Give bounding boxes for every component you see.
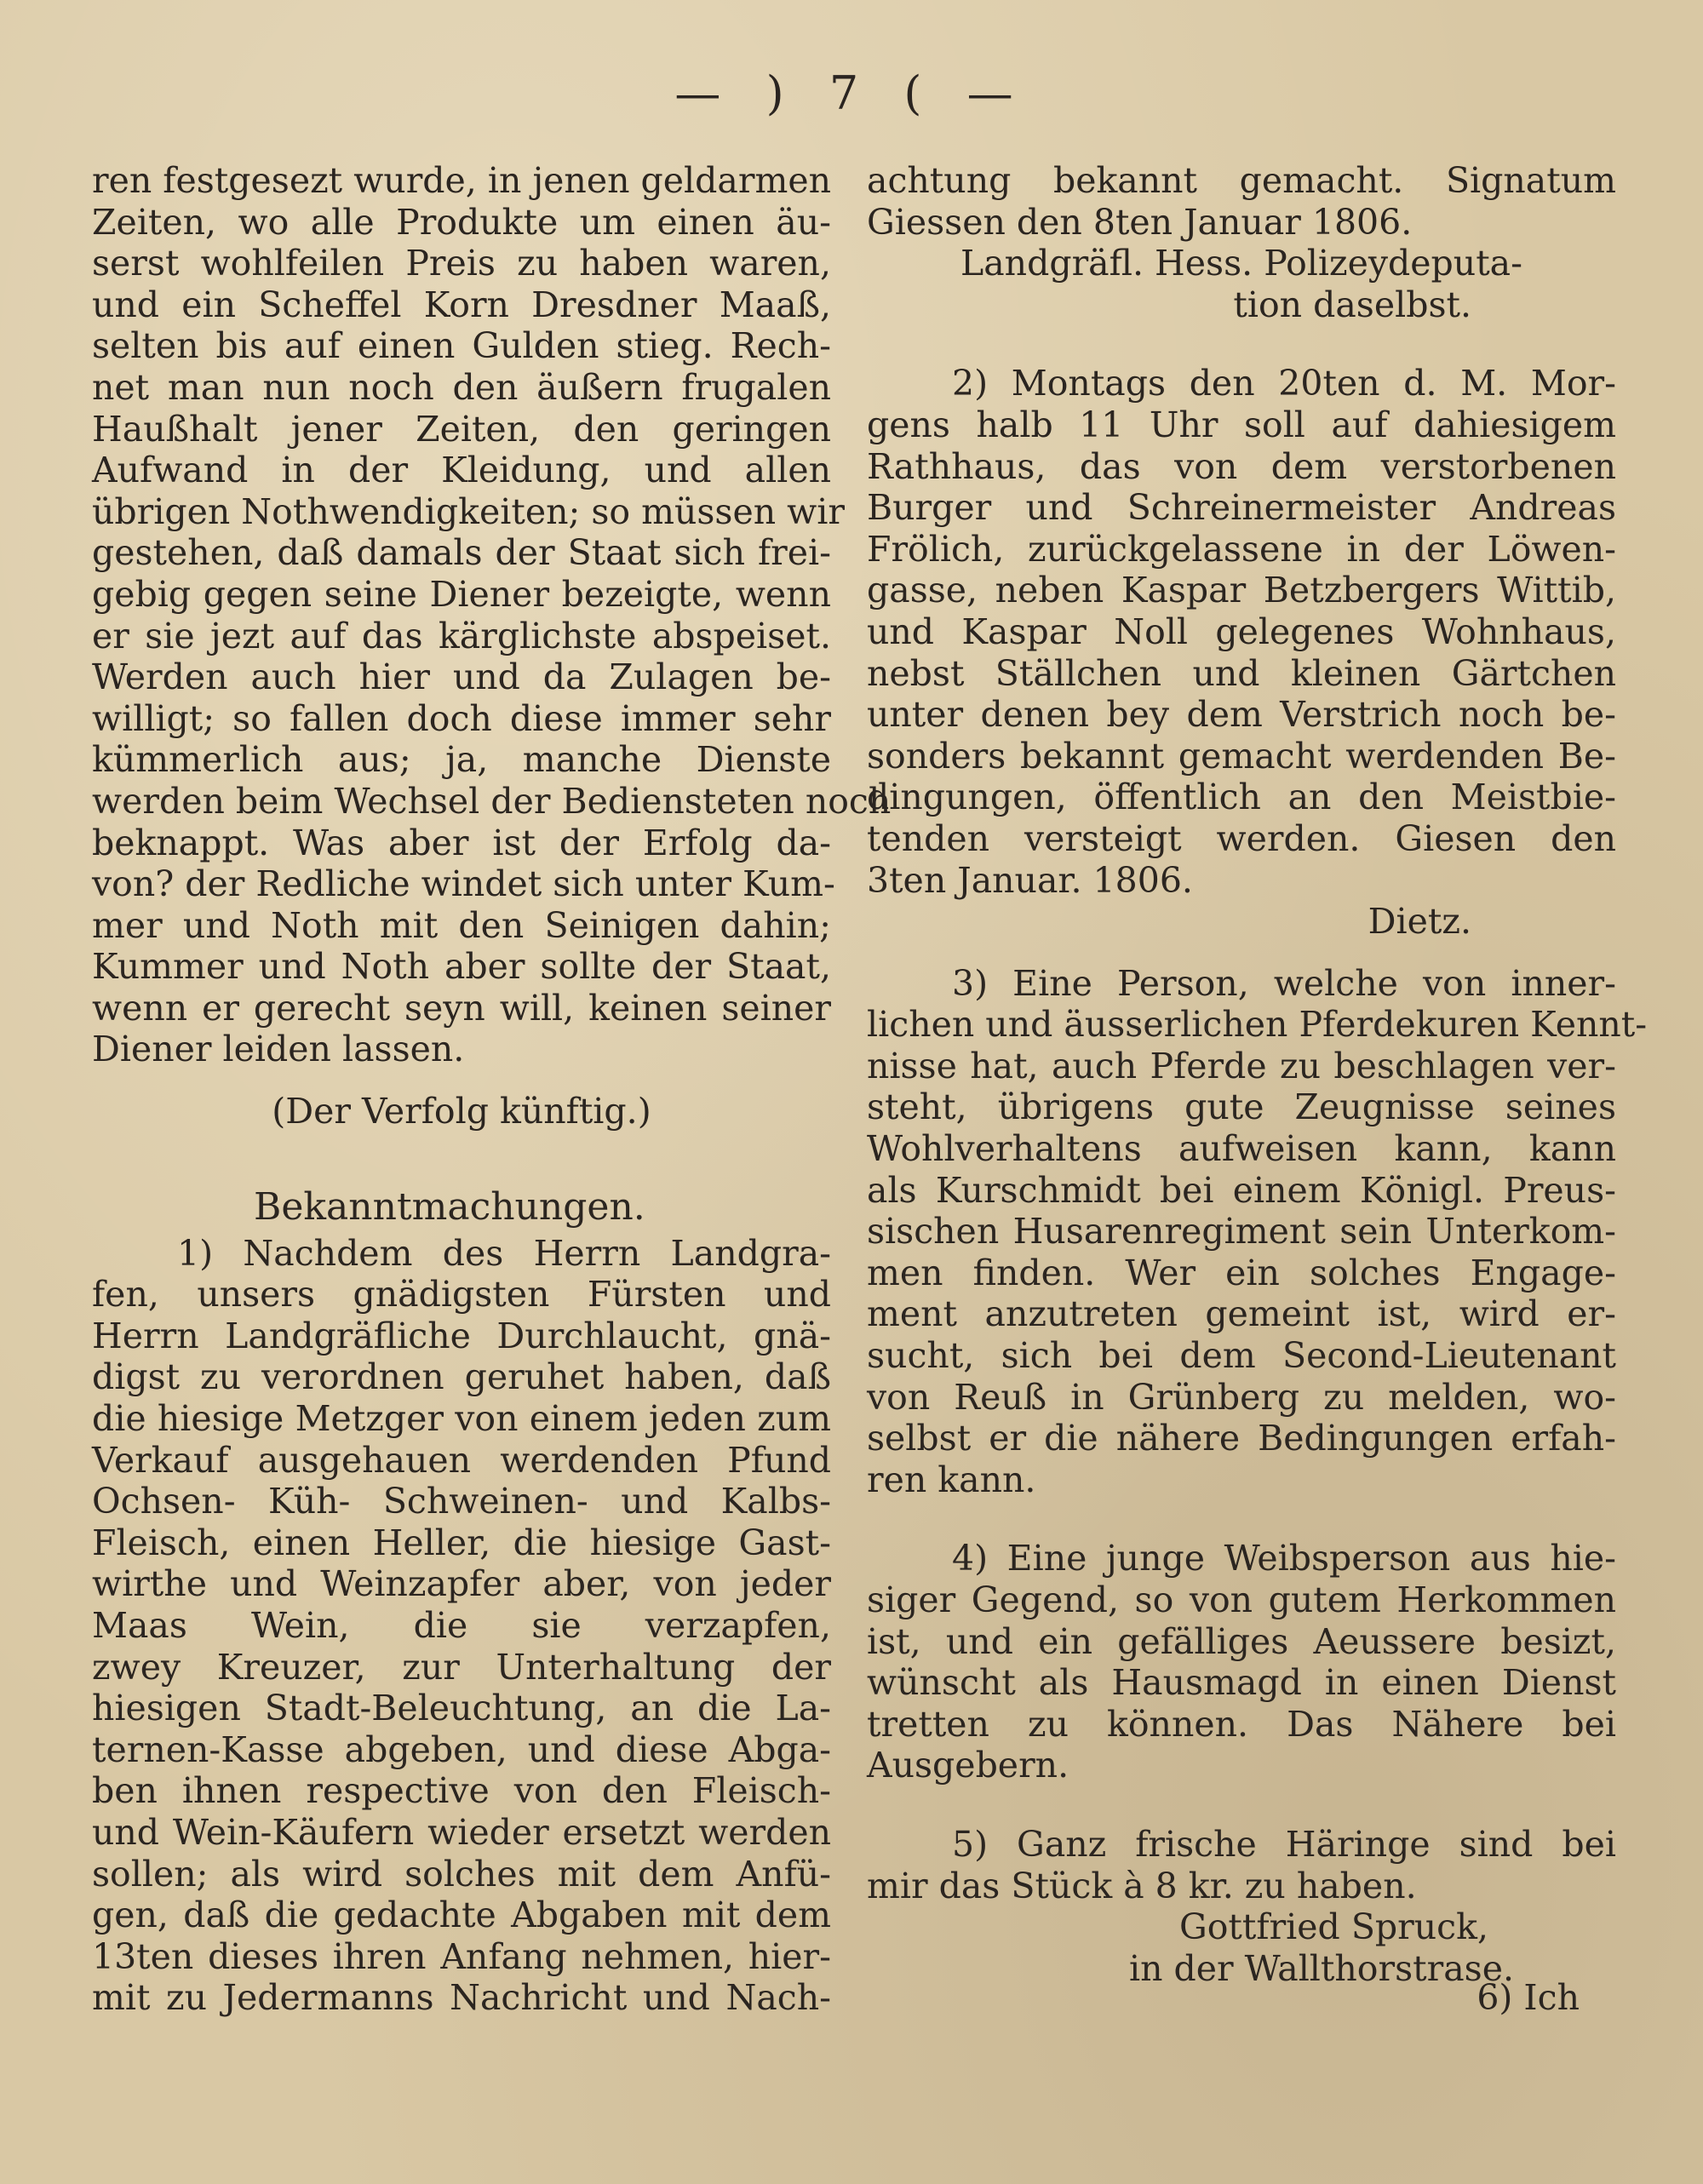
notice-5-last-line: mir das Stück à 8 kr. zu haben. bbox=[867, 1865, 1417, 1906]
text-line: übrigen Nothwendigkeiten; so müssen wir bbox=[92, 490, 845, 532]
text-line: gestehen, daß damals der Staat sich frei- bbox=[92, 532, 831, 574]
notice-2 bbox=[867, 363, 1616, 859]
text-line: werden beim Wechsel der Bediensteten noch bbox=[92, 780, 892, 822]
text-line: digst zu verordnen geruhet haben, daß bbox=[92, 1356, 831, 1398]
text-line: Ochsen- Küh- Schweinen- und Kalbs- bbox=[92, 1481, 831, 1522]
text-line: und Kaspar Noll gelegenes Wohnhaus, bbox=[867, 610, 1616, 652]
text-line: hiesigen Stadt-Beleuchtung, an die La- bbox=[92, 1688, 831, 1729]
notice-2-signature: Dietz. bbox=[1368, 901, 1471, 943]
text-line: sischen Husarenregiment sein Unterkom- bbox=[867, 1211, 1616, 1253]
text-line: sollen; als wird solches mit dem Anfü- bbox=[92, 1853, 831, 1895]
notice-1-date: Giessen den 8ten Januar 1806. bbox=[867, 201, 1413, 243]
notice-3 bbox=[867, 962, 1648, 1459]
notice-5-signature-name: Gottfried Spruck, bbox=[1179, 1906, 1488, 1948]
text-line: Maas Wein, die sie verzapfen, bbox=[92, 1605, 831, 1646]
text-line: siger Gegend, so von gutem Herkommen bbox=[867, 1579, 1616, 1620]
text-line: mit zu Jedermanns Nachricht und Nach- bbox=[92, 1977, 831, 2019]
notice-1-signature-line1: Landgräfl. Hess. Polizeydeputa- bbox=[960, 243, 1522, 284]
text-line: Fleisch, einen Heller, die hiesige Gast- bbox=[92, 1522, 831, 1563]
text-line: net man nun noch den äußern frugalen bbox=[92, 366, 831, 408]
text-line: 1) Nachdem des Herrn Landgra- bbox=[177, 1232, 831, 1274]
text-line: gebig gegen seine Diener bezeigte, wenn bbox=[92, 573, 831, 615]
text-line: Aufwand in der Kleidung, und allen bbox=[92, 450, 831, 491]
text-line: nebst Ställchen und kleinen Gärtchen bbox=[867, 652, 1616, 694]
text-line: selbst er die nähere Bedingungen erfah- bbox=[867, 1418, 1616, 1459]
text-line: gasse, neben Kaspar Betzbergers Wittib, bbox=[867, 570, 1616, 611]
notice-3-last-line: ren kann. bbox=[867, 1459, 1036, 1500]
text-line: ben ihnen respective von den Fleisch- bbox=[92, 1770, 831, 1812]
notice-4-last-line: Ausgebern. bbox=[867, 1745, 1069, 1786]
text-line: lichen und äusserlichen Pferdekuren Kennt- bbox=[867, 1004, 1648, 1046]
text-line: mer und Noth mit den Seinigen dahin; bbox=[92, 904, 831, 946]
notice-1 bbox=[92, 1233, 831, 2019]
text-line: und Wein-Käufern wieder ersetzt werden bbox=[92, 1811, 831, 1853]
text-line: und ein Scheffel Korn Dresdner Maaß, bbox=[92, 284, 831, 325]
text-line: sucht, sich bei dem Second-Lieutenant bbox=[867, 1335, 1616, 1377]
text-line: gen, daß die gedachte Abgaben mit dem bbox=[92, 1895, 831, 1936]
text-line: selten bis auf einen Gulden stieg. Rech- bbox=[92, 325, 831, 367]
text-line: die hiesige Metzger von einem jeden zum bbox=[92, 1398, 831, 1440]
catchword: 6) Ich bbox=[1477, 1977, 1580, 2018]
text-line: wirthe und Weinzapfer aber, von jeder bbox=[92, 1563, 831, 1605]
text-line: ist, und ein gefälliges Aeussere besizt, bbox=[867, 1620, 1616, 1662]
text-line: tretten zu können. Das Nähere bei bbox=[867, 1703, 1616, 1745]
text-line: er sie jezt auf das kärglichste abspeiset. bbox=[92, 615, 831, 656]
text-line: wünscht als Hausmagd in einen Dienst bbox=[867, 1662, 1616, 1704]
left-column bbox=[92, 160, 892, 2019]
text-line: Frölich, zurückgelassene in der Löwen- bbox=[867, 528, 1616, 570]
text-line: Burger und Schreinermeister Andreas bbox=[867, 487, 1616, 529]
text-line: sonders bekannt gemacht werdenden Be- bbox=[867, 735, 1616, 777]
text-line: steht, übrigens gute Zeugnisse seines bbox=[867, 1086, 1616, 1128]
notice-4 bbox=[867, 1538, 1616, 1745]
notice-5 bbox=[867, 1824, 1616, 1866]
text-line: beknappt. Was aber ist der Erfolg da- bbox=[92, 822, 831, 863]
text-line: serst wohlfeilen Preis zu haben waren, bbox=[92, 243, 831, 284]
text-line: ment anzutreten gemeint ist, wird er- bbox=[867, 1293, 1616, 1335]
text-line: fen, unsers gnädigsten Fürsten und bbox=[92, 1274, 831, 1316]
text-line: Haußhalt jener Zeiten, den geringen bbox=[92, 408, 831, 450]
page-number-header: — ) 7 ( — bbox=[674, 66, 1029, 120]
text-line: 3) Eine Person, welche von inner- bbox=[952, 962, 1616, 1004]
text-line: Werden auch hier und da Zulagen be- bbox=[92, 656, 831, 698]
text-line: gens halb 11 Uhr soll auf dahiesigem bbox=[867, 404, 1616, 445]
text-line: kümmerlich aus; ja, manche Dienste bbox=[92, 739, 831, 781]
text-line: als Kurschmidt bei einem Königl. Preus- bbox=[867, 1169, 1616, 1211]
right-column bbox=[867, 160, 1648, 1989]
article-continuation bbox=[92, 160, 892, 1029]
text-line: 4) Eine junge Weibsperson aus hie- bbox=[952, 1538, 1616, 1579]
text-line: von Reuß in Grünberg zu melden, wo- bbox=[867, 1376, 1616, 1418]
text-line: 5) Ganz frische Häringe sind bei bbox=[952, 1823, 1616, 1865]
notice-1-end bbox=[867, 160, 1616, 202]
text-line: 13ten dieses ihren Anfang nehmen, hier- bbox=[92, 1935, 831, 1977]
section-heading: Bekanntmachungen. bbox=[254, 1184, 645, 1229]
text-line: Verkauf ausgehauen werdenden Pfund bbox=[92, 1439, 831, 1481]
text-line: nisse hat, auch Pferde zu beschlagen ver- bbox=[867, 1045, 1616, 1086]
text-line: ternen-Kasse abgeben, und diese Abga- bbox=[92, 1728, 831, 1770]
article-continuation-last-line: Diener leiden lassen. bbox=[92, 1029, 465, 1070]
text-line: ren festgesezt wurde, in jenen geldarmen bbox=[92, 160, 831, 201]
text-line: tenden versteigt werden. Giesen den bbox=[867, 817, 1616, 859]
text-line: men finden. Wer ein solches Engage- bbox=[867, 1252, 1616, 1293]
text-line: willigt; so fallen doch diese immer sehr bbox=[92, 697, 831, 739]
continuation-note: (Der Verfolg künftig.) bbox=[272, 1091, 651, 1132]
notice-2-date: 3ten Januar. 1806. bbox=[867, 859, 1193, 901]
text-line: wenn er gerecht seyn will, keinen seiner bbox=[92, 987, 831, 1029]
notice-5-signature-address: in der Wallthorstrase. bbox=[1128, 1947, 1514, 1989]
text-line: unter denen bey dem Verstrich noch be- bbox=[867, 694, 1616, 736]
text-line: 2) Montags den 20ten d. M. Mor- bbox=[952, 363, 1616, 404]
text-line: Kummer und Noth aber sollte der Staat, bbox=[92, 946, 831, 988]
notice-1-signature-line2: tion daselbst. bbox=[1233, 284, 1471, 325]
text-line: Rathhaus, das von dem verstorbenen bbox=[867, 445, 1616, 487]
text-line: zwey Kreuzer, zur Unterhaltung der bbox=[92, 1646, 831, 1688]
text-line: Herrn Landgräfliche Durchlaucht, gnä- bbox=[92, 1315, 831, 1356]
text-line: achtung bekannt gemacht. Signatum bbox=[867, 160, 1616, 201]
text-line: Zeiten, wo alle Produkte um einen äu- bbox=[92, 201, 831, 243]
text-line: von? der Redliche windet sich unter Kum- bbox=[92, 863, 835, 905]
text-line: Wohlverhaltens aufweisen kann, kann bbox=[867, 1128, 1616, 1170]
text-line: dingungen, öffentlich an den Meistbie- bbox=[867, 777, 1616, 818]
